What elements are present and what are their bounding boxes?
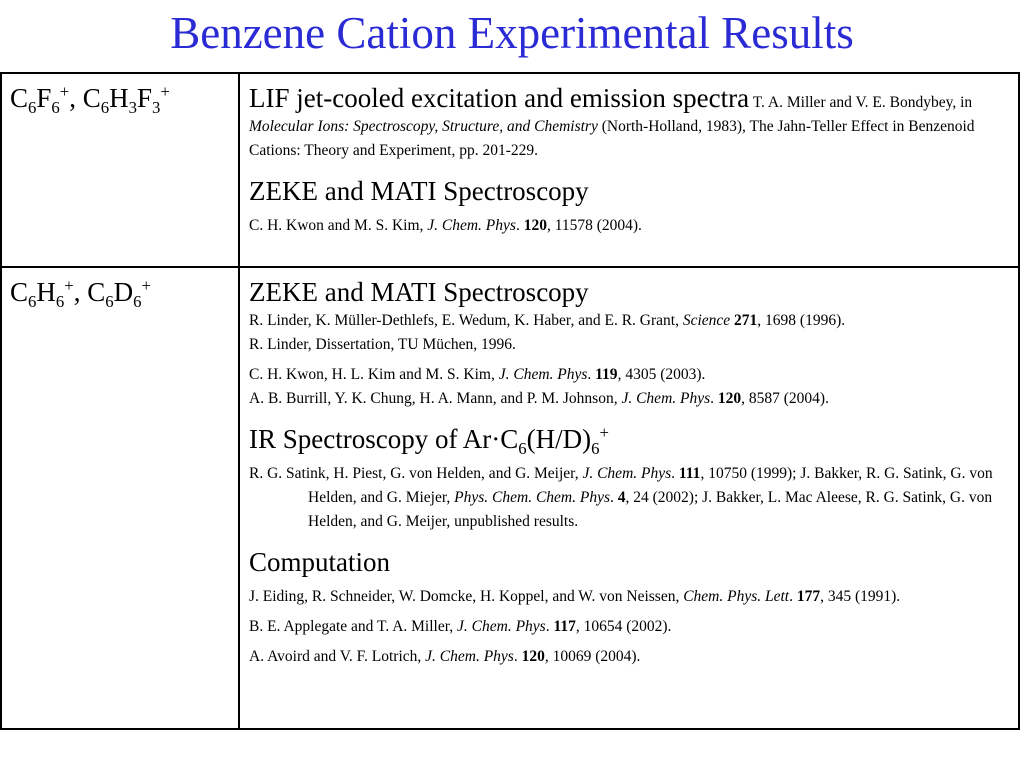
reference: A. B. Burrill, Y. K. Chung, H. A. Mann, and P. M. Johnson, J. Chem. Phys. 120, 8587 (2004). (249, 390, 829, 407)
slide-title: Benzene Cation Experimental Results (170, 8, 854, 58)
species-formula: $C_6H_6^+$, $C_6D_6^+$ (10, 275, 151, 311)
species-formula: $C_6F_6^+$, $C_6H_3F_3^+$ (10, 81, 170, 117)
section-heading: ZEKE and MATI Spectroscopy (249, 176, 589, 206)
results-cell (239, 267, 1019, 729)
reference: C. H. Kwon and M. S. Kim, J. Chem. Phys. 120, 11578 (2004). (249, 217, 642, 234)
lif-entry (249, 82, 1008, 163)
species-cell (1, 267, 239, 729)
section-heading: ZEKE and MATI Spectroscopy (249, 277, 589, 307)
reference: A. Avoird and V. F. Lotrich, J. Chem. Phys. 120, 10069 (2004). (249, 648, 641, 665)
table-row (1, 73, 1019, 267)
section-heading: Computation (249, 547, 390, 577)
reference: C. H. Kwon, H. L. Kim and M. S. Kim, J. Chem. Phys. 119, 4305 (2003). (249, 366, 706, 383)
results-cell (239, 73, 1019, 267)
reference: R. Linder, Dissertation, TU Müchen, 1996. (249, 336, 516, 353)
reference: J. Eiding, R. Schneider, W. Domcke, H. Koppel, and W. von Neissen, Chem. Phys. Lett. 177, 345 (1991). (249, 588, 901, 605)
results-table (0, 72, 1020, 730)
section-heading: IR Spectroscopy of $Ar\cdot C_6(H/D)_6^+$ (249, 422, 609, 458)
section-heading: LIF jet-cooled excitation and emission spectra (249, 83, 750, 113)
reference: B. E. Applegate and T. A. Miller, J. Chem. Phys. 117, 10654 (2002). (249, 618, 672, 635)
reference: R. Linder, K. Müller-Dethlefs, E. Wedum, K. Haber, and E. R. Grant, Science 271, 1698 (1996). (249, 312, 846, 329)
reference: T. A. Miller and V. E. Bondybey, in Molecular Ions: Spectroscopy, Structure, and Chemistry (North-Holland, 1983), The Jahn-Teller Effect in Benzenoid Cations: Theory and Experiment, pp. 201-229. (249, 94, 975, 159)
species-cell (1, 73, 239, 267)
table-row (1, 267, 1019, 729)
reference: R. G. Satink, H. Piest, G. von Helden, and G. Meijer, J. Chem. Phys. 111, 10750 (1999); J. Bakker, R. G. Satink, G. von Helden, and G. Miejer, Phys. Chem. Chem. Phys. 4, 24 (2002); J. Bakker, L. Mac Aleese, R. G. Satink, G. von Helden, and G. Meijer, unpublished results. (249, 465, 993, 530)
